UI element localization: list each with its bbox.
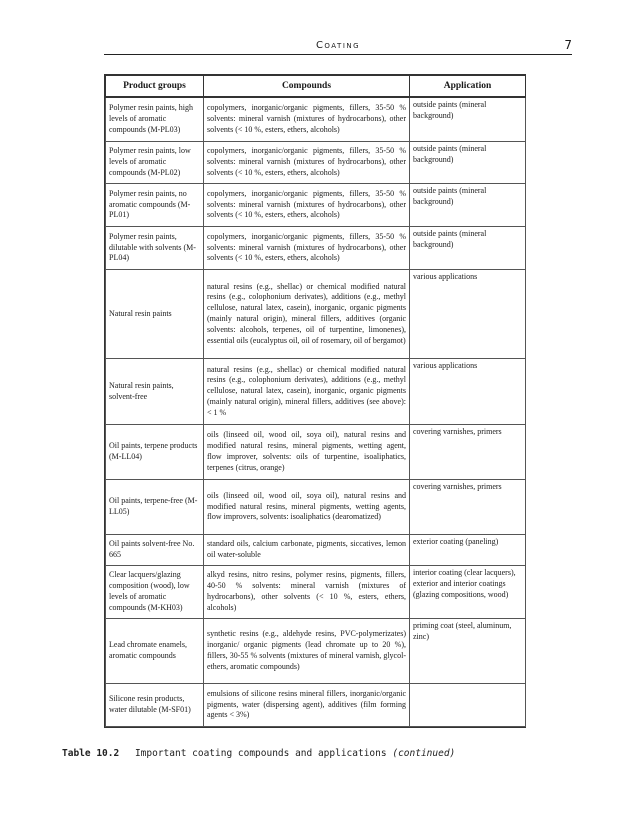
product-group-cell: Oil paints, terpene-free (M-LL05) bbox=[106, 480, 204, 535]
table-row bbox=[106, 184, 526, 227]
product-group-cell: Oil paints, terpene products (M-LL04) bbox=[106, 425, 204, 480]
product-group-cell: Natural resin paints, solvent-free bbox=[106, 359, 204, 425]
product-group-cell: Polymer resin paints, no aromatic compounds (M-PL01) bbox=[106, 184, 204, 227]
application-cell: interior coating (clear lacquers), exterior and interior coatings (glazing compositions, wood) bbox=[410, 566, 526, 619]
coating-compounds-table bbox=[105, 75, 526, 727]
table-row bbox=[106, 142, 526, 184]
compounds-cell: copolymers, inorganic/organic pigments, fillers, 35-50 % solvents: mineral varnish (mixtures of hydrocarbons), other solvents (< 10 %, esters, ethers, alcohols) bbox=[204, 142, 410, 184]
compounds-cell: synthetic resins (e.g., aldehyde resins, PVC-polymerizates) inorganic/ organic pigments (lead chromate up to 20 %), fillers, 30-55 % solvents (mixtures of mineral varnish, glycol-ethers, aromatic compounds) bbox=[204, 619, 410, 684]
page-number: 7 bbox=[564, 38, 572, 52]
product-group-cell: Lead chromate enamels, aromatic compounds bbox=[106, 619, 204, 684]
column-header-product-groups: Product groups bbox=[106, 76, 204, 98]
product-group-cell: Oil paints solvent-free No. 665 bbox=[106, 535, 204, 566]
caption-continued: (continued) bbox=[392, 748, 456, 759]
table-row bbox=[106, 227, 526, 270]
table-header-row bbox=[106, 76, 526, 98]
column-header-application: Application bbox=[410, 76, 526, 98]
compounds-cell: oils (linseed oil, wood oil, soya oil), natural resins and modified natural resins, mineral pigments, wetting agents, flow improvers, solvents: isoaliphatics (dearomatized) bbox=[204, 480, 410, 535]
application-cell: outside paints (mineral background) bbox=[410, 142, 526, 184]
coating-table-image bbox=[104, 74, 526, 728]
table-row bbox=[106, 619, 526, 684]
table-row bbox=[106, 97, 526, 142]
application-cell: various applications bbox=[410, 270, 526, 359]
compounds-cell: standard oils, calcium carbonate, pigments, siccatives, lemon oil water-soluble bbox=[204, 535, 410, 566]
product-group-cell: Natural resin paints bbox=[106, 270, 204, 359]
application-cell: exterior coating (paneling) bbox=[410, 535, 526, 566]
compounds-cell: natural resins (e.g., shellac) or chemical modified natural resins (e.g., colophonium derivates), additions (e.g., methyl cellulose, natural latex, casein), inorganic, organic pigments (mainly natural origin), mineral fillers, additives (organic solvents: alcohols, terpenes, oil of turpentine, limonenes), essential oils (eucalyptus oil, oil of rosemary, oil of bergamot) bbox=[204, 270, 410, 359]
application-cell: outside paints (mineral background) bbox=[410, 97, 526, 142]
table-row bbox=[106, 684, 526, 727]
application-cell: outside paints (mineral background) bbox=[410, 227, 526, 270]
compounds-cell: natural resins (e.g., shellac) or chemical modified natural resins (e.g., colophonium derivates), additions (e.g., methyl cellulose, natural latex, casein), inorganic, organic pigments (mainly natural origin), mineral fillers, additives (see above): < 1 % bbox=[204, 359, 410, 425]
caption-label: Table 10.2 bbox=[62, 748, 120, 759]
table-row bbox=[106, 535, 526, 566]
compounds-cell: copolymers, inorganic/organic pigments, fillers, 35-50 % solvents: mineral varnish (mixtures of hydrocarbons), other solvents (< 10 %, esters, ethers, alcohols) bbox=[204, 97, 410, 142]
table-row bbox=[106, 270, 526, 359]
running-header bbox=[104, 38, 572, 55]
table-row bbox=[106, 480, 526, 535]
application-cell: covering varnishes, primers bbox=[410, 480, 526, 535]
compounds-cell: copolymers, inorganic/organic pigments, fillers, 35-50 % solvents: mineral varnish (mixtures of hydrocarbons), other solvents (< 10 %, esters, ethers, alcohols) bbox=[204, 184, 410, 227]
application-cell: various applications bbox=[410, 359, 526, 425]
compounds-cell: copolymers, inorganic/organic pigments, fillers, 35-50 % solvents: mineral varnish (mixtures of hydrocarbons), other solvents (< 10 %, esters, ethers, alcohols) bbox=[204, 227, 410, 270]
compounds-cell: oils (linseed oil, wood oil, soya oil), natural resins and modified natural resins, mineral pigments, wetting agent, flow improver, solvents: oils of turpentine, isoaliphatics, terpenes (citrus, orange) bbox=[204, 425, 410, 480]
compounds-cell: emulsions of silicone resins mineral fillers, inorganic/organic pigments, water (dispersing agent), additives (film forming agents < 3%) bbox=[204, 684, 410, 727]
caption-text: Important coating compounds and applications bbox=[134, 748, 387, 759]
header-title: Coating bbox=[315, 40, 361, 51]
product-group-cell: Polymer resin paints, low levels of aromatic compounds (M-PL02) bbox=[106, 142, 204, 184]
application-cell bbox=[410, 684, 526, 727]
table-row bbox=[106, 425, 526, 480]
application-cell: priming coat (steel, aluminum, zinc) bbox=[410, 619, 526, 684]
product-group-cell: Polymer resin paints, high levels of aromatic compounds (M-PL03) bbox=[106, 97, 204, 142]
table-caption bbox=[62, 748, 602, 759]
table-row bbox=[106, 566, 526, 619]
compounds-cell: alkyd resins, nitro resins, polymer resins, pigments, fillers, 40-50 % solvents: mineral varnish (mixtures of hydrocarbons), other solvents (< 10 %, esters, ethers, alcohols) bbox=[204, 566, 410, 619]
table-row bbox=[106, 359, 526, 425]
application-cell: covering varnishes, primers bbox=[410, 425, 526, 480]
product-group-cell: Silicone resin products, water dilutable (M-SF01) bbox=[106, 684, 204, 727]
product-group-cell: Clear lacquers/glazing composition (wood), low levels of aromatic compounds (M-KH03) bbox=[106, 566, 204, 619]
application-cell: outside paints (mineral background) bbox=[410, 184, 526, 227]
column-header-compounds: Compounds bbox=[204, 76, 410, 98]
product-group-cell: Polymer resin paints, dilutable with solvents (M-PL04) bbox=[106, 227, 204, 270]
